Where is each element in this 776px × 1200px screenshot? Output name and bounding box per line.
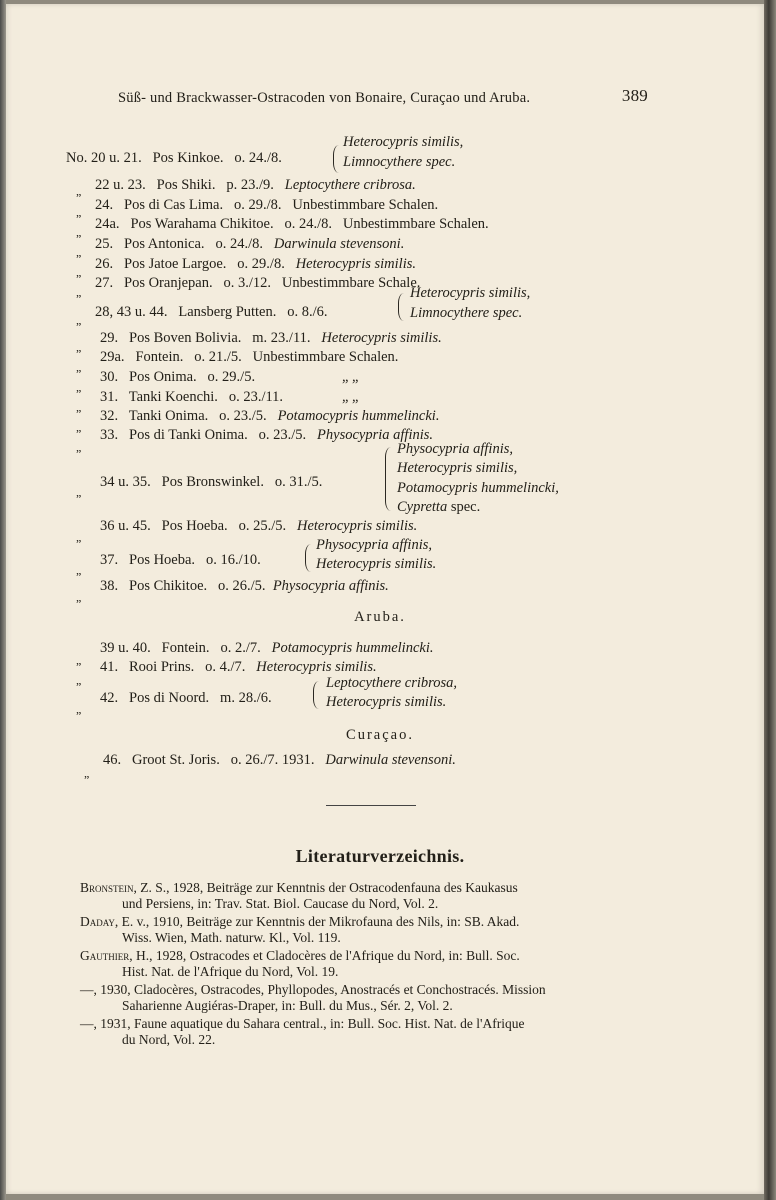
brace xyxy=(305,544,311,572)
ditto-mark: „ xyxy=(76,420,82,434)
brace xyxy=(385,447,392,511)
entry-27: 27. Pos Oranjepan. o. 3./12. Unbestimmbare Schale. xyxy=(95,275,421,291)
species: Heterocypris similis. xyxy=(316,556,437,572)
ditto-mark: „ xyxy=(76,673,82,687)
section-heading-aruba: Aruba. xyxy=(354,609,406,625)
entry-29: 29. Pos Boven Bolivia. m. 23./11. Heterocypris similis. xyxy=(100,330,442,346)
running-header xyxy=(118,86,648,107)
section-divider xyxy=(326,805,416,806)
species: Potamocypris hummelincki, xyxy=(397,480,559,496)
entry-33: 33. Pos di Tanki Onima. o. 23./5. Physocypria affinis. xyxy=(100,427,434,443)
entry-22-23: 22 u. 23. Pos Shiki. p. 23./9. Leptocythere cribrosa. xyxy=(95,177,416,193)
species: Heterocypris similis, xyxy=(410,285,531,301)
entry-37: 37. Pos Hoeba. o. 16./10. xyxy=(100,552,261,568)
reference-entry: —, 1931, Faune aquatique du Sahara central., in: Bull. Soc. Hist. Nat. de l'Afrique du Nord, Vol. 22. xyxy=(80,1016,525,1047)
ditto-mark: „ xyxy=(76,313,82,327)
brace xyxy=(398,293,404,321)
species: Leptocythere cribrosa, xyxy=(326,675,458,691)
entry-36-45: 36 u. 45. Pos Hoeba. o. 25./5. Heterocypris similis. xyxy=(100,518,418,534)
entry-24: 24. Pos di Cas Lima. o. 29./8. Unbestimmbare Schalen. xyxy=(95,197,439,213)
literature-title: Literaturverzeichnis. xyxy=(295,846,465,866)
species: Physocypria affinis, xyxy=(397,441,513,457)
brace xyxy=(333,145,339,173)
ditto-marks: „ „ xyxy=(342,389,359,405)
entry-29a: 29a. Fontein. o. 21./5. Unbestimmbare Schalen. xyxy=(100,349,399,365)
section-heading-curacao: Curaçao. xyxy=(346,727,414,743)
entry-39-40: 39 u. 40. Fontein. o. 2./7. Potamocypris hummelincki. xyxy=(100,640,434,656)
entry-20-21: No. 20 u. 21. Pos Kinkoe. o. 24./8. xyxy=(66,150,282,166)
reference-entry: Bronstein, Z. S., 1928, Beiträge zur Kenntnis der Ostracodenfauna des Kaukasus und Persiens, in: Trav. Stat. Biol. Caucase du Nord, Vol. 2. xyxy=(80,880,518,911)
ditto-mark: „ xyxy=(76,590,82,604)
entry-46: 46. Groot St. Joris. o. 26./7. 1931. Darwinula stevensoni. xyxy=(103,752,456,768)
ditto-mark: „ xyxy=(76,400,82,414)
species: Heterocypris similis, xyxy=(397,460,518,476)
ditto-mark: „ xyxy=(76,485,82,499)
entry-32: 32. Tanki Onima. o. 23./5. Potamocypris hummelincki. xyxy=(100,408,440,424)
species: Limnocythere spec. xyxy=(343,154,456,170)
entry-42: 42. Pos di Noord. m. 28./6. xyxy=(100,690,272,706)
ditto-mark: „ xyxy=(76,702,82,716)
ditto-mark: „ xyxy=(76,340,82,354)
ditto-mark: „ xyxy=(76,360,82,374)
entry-28-43-44: 28, 43 u. 44. Lansberg Putten. o. 8./6. xyxy=(95,304,328,320)
ditto-mark: „ xyxy=(76,225,82,239)
page-number: 389 xyxy=(621,86,648,105)
entry-31: 31. Tanki Koenchi. o. 23./11. xyxy=(100,389,284,405)
ditto-marks: „ „ xyxy=(342,369,359,385)
ditto-mark: „ xyxy=(76,245,82,259)
reference-entry: —, 1930, Cladocères, Ostracodes, Phyllopodes, Anostracés et Conchostracés. Mission Saharienne Augiéras-Draper, in: Bull. du Mus., Sér. 2, Vol. 2. xyxy=(80,982,546,1013)
ditto-mark: „ xyxy=(76,265,82,279)
ditto-mark: „ xyxy=(76,530,82,544)
entry-38: 38. Pos Chikitoe. o. 26./5. Physocypria affinis. xyxy=(100,578,389,594)
ditto-mark: „ xyxy=(76,285,82,299)
entry-41: 41. Rooi Prins. o. 4./7. Heterocypris similis. xyxy=(100,659,377,675)
ditto-mark: „ xyxy=(76,380,82,394)
ditto-mark: „ xyxy=(76,205,82,219)
running-title: Süß- und Brackwasser-Ostracoden von Bonaire, Curaçao und Aruba. xyxy=(118,90,531,106)
ditto-mark: „ xyxy=(76,440,82,454)
species: Physocypria affinis, xyxy=(316,537,432,553)
entry-25: 25. Pos Antonica. o. 24./8. Darwinula stevensoni. xyxy=(95,236,405,252)
species: Cypretta spec. xyxy=(397,499,481,515)
species: Heterocypris similis, xyxy=(343,134,464,150)
entry-24a: 24a. Pos Warahama Chikitoe. o. 24./8. Unbestimmbare Schalen. xyxy=(95,216,489,232)
species: Limnocythere spec. xyxy=(410,305,523,321)
entry-34-35: 34 u. 35. Pos Bronswinkel. o. 31./5. xyxy=(100,474,323,490)
species: Heterocypris similis. xyxy=(326,694,447,710)
ditto-mark: „ xyxy=(76,184,82,198)
brace xyxy=(313,681,319,709)
reference-entry: Daday, E. v., 1910, Beiträge zur Kenntnis der Mikrofauna des Nils, in: SB. Akad. Wiss. Wien, Math. naturw. Kl., Vol. 119. xyxy=(80,914,520,945)
entry-30: 30. Pos Onima. o. 29./5. xyxy=(100,369,256,385)
ditto-mark: „ xyxy=(76,653,82,667)
ditto-mark: „ xyxy=(76,563,82,577)
reference-entry: Gauthier, H., 1928, Ostracodes et Cladocères de l'Afrique du Nord, in: Bull. Soc. Hist. Nat. de l'Afrique du Nord, Vol. 19. xyxy=(80,948,520,979)
entry-26: 26. Pos Jatoe Largoe. o. 29./8. Heterocypris similis. xyxy=(95,256,416,272)
ditto-mark: „ xyxy=(84,766,90,780)
book-spine-right xyxy=(764,0,776,1200)
